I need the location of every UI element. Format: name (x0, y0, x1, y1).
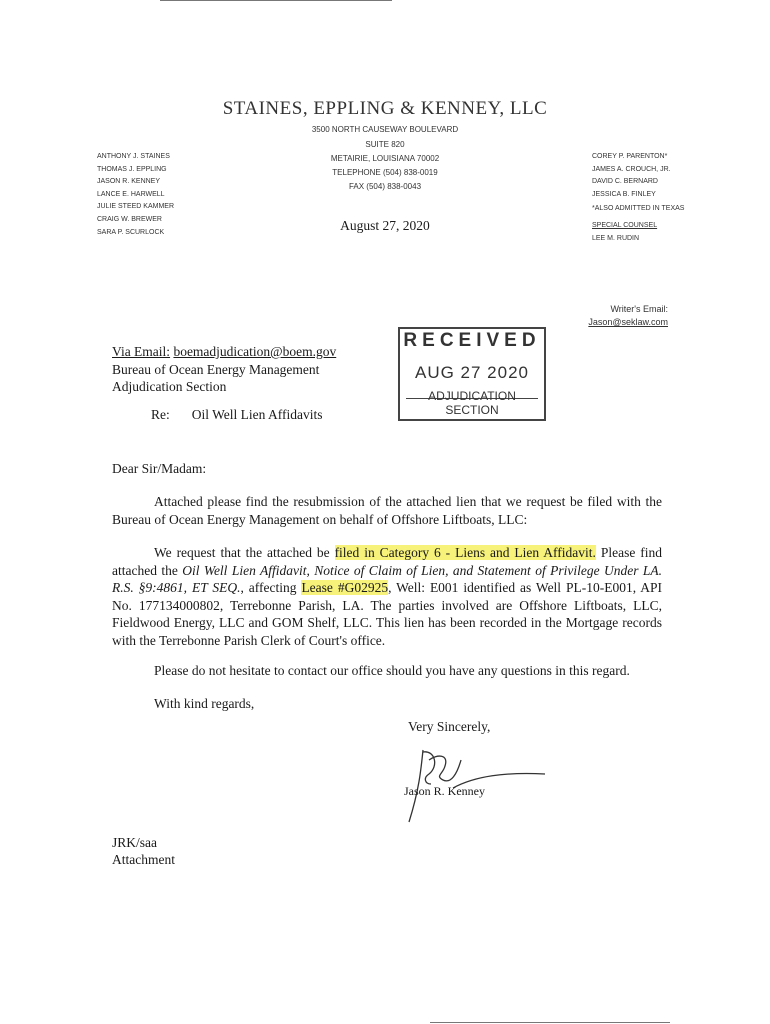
paragraph-text: Please do not hesitate to contact our office should you have any questions in this regard. (154, 663, 630, 678)
re-line (151, 407, 323, 423)
admission-note: *ALSO ADMITTED IN TEXAS (592, 205, 685, 213)
attorney-name: JAMES A. CROUCH, JR. (592, 165, 671, 173)
address-line: FAX (504) 838-0043 (348, 182, 422, 191)
recipient-block (112, 343, 336, 396)
letter-date: August 27, 2020 (340, 218, 430, 233)
recipient-line: Adjudication Section (112, 379, 227, 394)
scan-edge-bottom (430, 1022, 670, 1023)
initials: JRK/saa (112, 835, 157, 850)
kind-regards (112, 695, 662, 713)
writer-email-link[interactable]: Jason@seklaw.com (588, 317, 668, 327)
attorney-name: LANCE E. HARWELL (97, 190, 165, 198)
firm-name: STAINES, EPPLING & KENNEY, LLC (222, 98, 548, 119)
paragraph-contact (112, 662, 662, 680)
scan-edge-top (160, 0, 392, 1)
stamp-received-text: RECEIVED (403, 330, 541, 351)
attorney-name: JULIE STEED KAMMER (97, 203, 175, 211)
paragraph-text: , affecting (240, 580, 302, 595)
re-subject: Oil Well Lien Affidavits (191, 407, 323, 422)
signer-name: Jason R. Kenney (404, 784, 485, 798)
salutation: Dear Sir/Madam: (112, 461, 207, 476)
attorney-name: JASON R. KENNEY (97, 178, 161, 186)
attorney-name: SARA P. SCURLOCK (97, 228, 165, 236)
attorney-name: THOMAS J. EPPLING (97, 165, 167, 173)
writer-email-label: Writer's Email: (610, 304, 668, 314)
paragraph-text: , Well: E001 identified as Well PL-10-E001, API No. 177134000802, Terrebonne Parish, LA. The parties involved are Offshore Liftboats, LLC, Fieldwood Energy, LLC and GOM Shelf, LLC. This lien has been recorded in the Mortgage records with the Terrebonne Parish Clerk of Court's office. (112, 580, 663, 648)
paragraph-text: Attached please find the resubmission of the attached lien that we request be filed with the Bureau of Ocean Energy Management on behalf of Offshore Liftboats, LLC: (112, 494, 662, 527)
paragraph-resubmission (112, 493, 662, 528)
paragraph-request (112, 544, 662, 649)
recipient-line: Bureau of Ocean Energy Management (112, 361, 320, 377)
document-titles: Oil Well Lien Affidavit, Notice of Claim of Lien, and Statement of Privilege Under LA. R.S. §9:4861, ET SEQ. (112, 562, 662, 595)
re-label: Re: (151, 407, 170, 422)
address-line: TELEPHONE (504) 838-0019 (332, 168, 438, 177)
writer-email-block (588, 303, 668, 329)
address-line: SUITE 820 (365, 140, 405, 149)
attorney-name: JESSICA B. FINLEY (592, 190, 656, 198)
via-email-label: Via Email: (112, 344, 171, 359)
address-line: METAIRIE, LOUISIANA 70002 (330, 154, 440, 163)
stamp-section: ADJUDICATION SECTION (428, 389, 516, 417)
attorney-name: DAVID C. BERNARD (592, 178, 658, 186)
attorney-name: COREY P. PARENTON* (592, 153, 668, 160)
stamp-date: AUG 27 2020 (414, 363, 529, 382)
attorney-name: CRAIG W. BREWER (97, 215, 162, 223)
attachment-note: Attachment (112, 852, 175, 867)
special-counsel-name: LEE M. RUDIN (592, 234, 640, 242)
very-sincerely: Very Sincerely, (408, 719, 491, 734)
received-stamp (398, 327, 546, 421)
address-line: 3500 NORTH CAUSEWAY BOULEVARD (311, 125, 459, 134)
paragraph-text: With kind regards, (154, 696, 255, 711)
paragraph-text: We request that the attached be (154, 545, 335, 560)
recipient-email-link[interactable]: boemadjudication@boem.gov (173, 344, 337, 359)
paragraph-text: Please find attached the (112, 545, 662, 578)
special-counsel-label: SPECIAL COUNSEL (592, 221, 658, 229)
highlighted-lease: Lease #G02925 (301, 580, 389, 595)
highlighted-category: filed in Category 6 - Liens and Lien Affidavit. (334, 545, 596, 560)
attorney-name: ANTHONY J. STAINES (97, 153, 170, 160)
